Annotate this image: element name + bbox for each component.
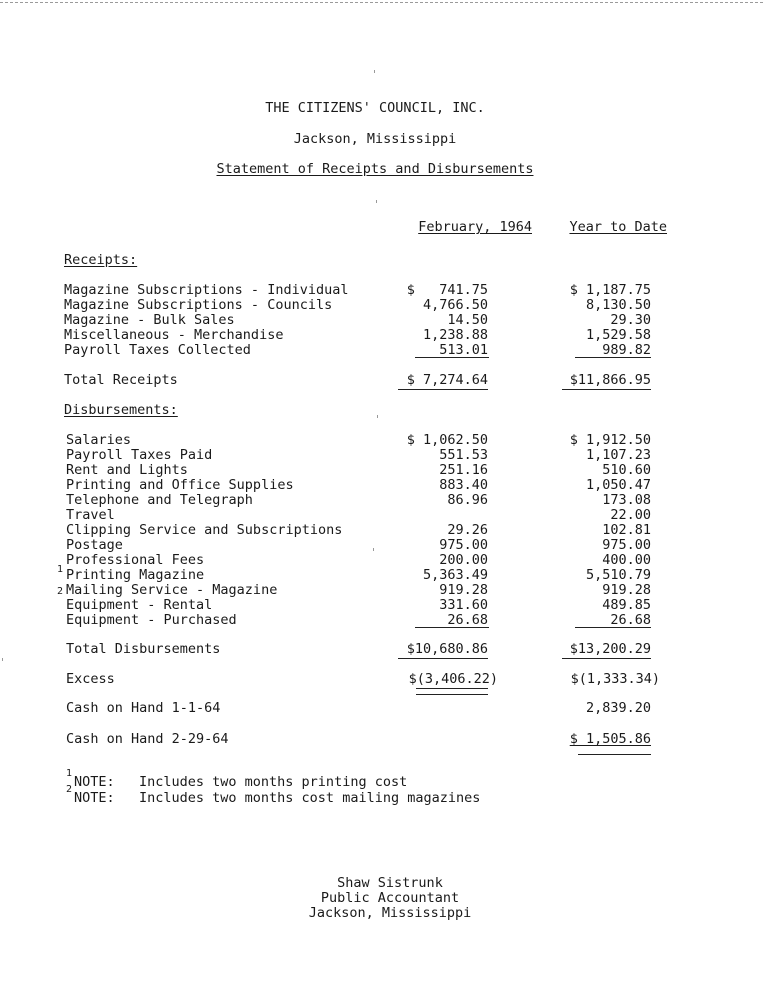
disbursements-month-rule	[415, 627, 489, 628]
line-item-ytd-amount: 919.28	[602, 582, 651, 598]
line-item-ytd-amount: 5,510.79	[585, 567, 651, 583]
line-item-month-amount: 26.68	[447, 612, 488, 628]
excess-ytd: $(1,333.34)	[570, 671, 660, 687]
excess-month: $(3,406.22)	[408, 671, 498, 687]
org-name: THE CITIZENS' COUNCIL, INC.	[265, 100, 485, 116]
signature-title: Public Accountant	[320, 890, 460, 906]
line-item-ytd-amount: 1,529.58	[585, 327, 651, 343]
line-item-month-amount: 5,363.49	[422, 567, 488, 583]
cash-start-label: Cash on Hand 1-1-64	[66, 700, 221, 716]
line-item-label: Printing Magazine	[66, 567, 205, 583]
line-item-ytd-amount: 975.00	[602, 537, 651, 553]
line-item-label: Payroll Taxes Collected	[64, 342, 251, 358]
column-header-ytd: Year to Date	[569, 219, 667, 235]
org-city: Jackson, Mississippi	[293, 131, 457, 147]
receipts-month-rule	[415, 357, 489, 358]
note-2-label: NOTE:	[74, 790, 115, 806]
line-item-month-amount: 251.16	[439, 462, 488, 478]
line-item-month-amount: 975.00	[439, 537, 488, 553]
line-item-month-amount: 551.53	[439, 447, 488, 463]
line-item-label: Professional Fees	[66, 552, 205, 568]
total-receipts-label: Total Receipts	[64, 372, 178, 388]
line-item-month-amount: 1,238.88	[422, 327, 488, 343]
line-item-label: Magazine Subscriptions - Individual	[64, 282, 349, 298]
footnote-mark: 1	[57, 564, 64, 575]
line-item-label: Magazine - Bulk Sales	[64, 312, 235, 328]
line-item-month-amount: 86.96	[447, 492, 488, 508]
line-item-ytd-amount: 489.85	[602, 597, 651, 613]
line-item-ytd-amount: 26.68	[610, 612, 651, 628]
line-item-ytd-amount: 102.81	[602, 522, 651, 538]
column-header-month: February, 1964	[418, 219, 532, 235]
line-item-month-amount: 883.40	[439, 477, 488, 493]
note-2-text: Includes two months cost mailing magazines	[139, 790, 481, 806]
footnote-mark: 2	[57, 586, 64, 597]
excess-month-double-rule	[416, 694, 488, 695]
total-receipts-ytd-underline	[562, 389, 651, 390]
note-1-mark: 1	[66, 768, 73, 779]
line-item-month-amount: $ 1,062.50	[406, 432, 488, 448]
line-item-month-amount: 200.00	[439, 552, 488, 568]
line-item-label: Salaries	[66, 432, 132, 448]
line-item-label: Payroll Taxes Paid	[66, 447, 213, 463]
total-disbursements-month: $10,680.86	[406, 641, 488, 657]
total-disbursements-month-underline	[398, 658, 488, 659]
scan-edge-line	[0, 2, 763, 3]
scan-speck	[374, 70, 375, 73]
line-item-ytd-amount: 1,050.47	[585, 477, 651, 493]
disbursements-heading: Disbursements:	[64, 402, 178, 418]
total-receipts-month-underline	[398, 389, 488, 390]
total-disbursements-ytd-underline	[562, 658, 651, 659]
receipts-heading: Receipts:	[64, 252, 138, 268]
line-item-month-amount: 513.01	[439, 342, 488, 358]
line-item-ytd-amount: 510.60	[602, 462, 651, 478]
line-item-label: Mailing Service - Magazine	[66, 582, 278, 598]
line-item-label: Rent and Lights	[66, 462, 188, 478]
line-item-label: Postage	[66, 537, 123, 553]
cash-end-ytd: $ 1,505.86	[569, 731, 651, 747]
line-item-label: Equipment - Purchased	[66, 612, 237, 628]
line-item-ytd-amount: 29.30	[610, 312, 651, 328]
line-item-ytd-amount: 1,107.23	[585, 447, 651, 463]
line-item-label: Magazine Subscriptions - Councils	[64, 297, 333, 313]
receipts-ytd-rule	[575, 357, 651, 358]
disbursements-ytd-rule	[575, 627, 651, 628]
scan-speck	[2, 658, 3, 661]
line-item-ytd-amount: 173.08	[602, 492, 651, 508]
line-item-label: Printing and Office Supplies	[66, 477, 294, 493]
statement-title: Statement of Receipts and Disbursements	[216, 161, 534, 177]
scan-speck	[373, 548, 374, 551]
cash-end-double-rule	[578, 754, 651, 755]
note-1-label: NOTE:	[74, 774, 115, 790]
line-item-month-amount: 14.50	[447, 312, 488, 328]
line-item-month-amount: 331.60	[439, 597, 488, 613]
excess-label: Excess	[66, 671, 115, 687]
line-item-ytd-amount: $ 1,912.50	[569, 432, 651, 448]
line-item-label: Telephone and Telegraph	[66, 492, 253, 508]
excess-month-underline	[416, 688, 488, 689]
signature-city: Jackson, Mississippi	[308, 905, 472, 921]
signature-name: Shaw Sistrunk	[337, 875, 443, 891]
line-item-ytd-amount: 22.00	[610, 507, 651, 523]
total-disbursements-ytd: $13,200.29	[569, 641, 651, 657]
total-receipts-ytd: $11,866.95	[569, 372, 651, 388]
line-item-label: Travel	[66, 507, 115, 523]
line-item-month-amount: 29.26	[447, 522, 488, 538]
total-receipts-month: $ 7,274.64	[406, 372, 488, 388]
line-item-ytd-amount: 400.00	[602, 552, 651, 568]
line-item-label: Miscellaneous - Merchandise	[64, 327, 284, 343]
scan-speck	[377, 415, 378, 418]
line-item-ytd-amount: 989.82	[602, 342, 651, 358]
line-item-month-amount: $ 741.75	[406, 282, 488, 298]
line-item-month-amount: 4,766.50	[422, 297, 488, 313]
cash-end-label: Cash on Hand 2-29-64	[66, 731, 229, 747]
note-2-mark: 2	[66, 784, 73, 795]
line-item-label: Equipment - Rental	[66, 597, 213, 613]
total-disbursements-label: Total Disbursements	[66, 641, 221, 657]
note-1-text: Includes two months printing cost	[139, 774, 408, 790]
line-item-ytd-amount: $ 1,187.75	[569, 282, 651, 298]
scan-speck	[376, 200, 377, 203]
cash-start-ytd: 2,839.20	[585, 700, 651, 716]
line-item-month-amount: 919.28	[439, 582, 488, 598]
line-item-ytd-amount: 8,130.50	[585, 297, 651, 313]
line-item-label: Clipping Service and Subscriptions	[66, 522, 343, 538]
